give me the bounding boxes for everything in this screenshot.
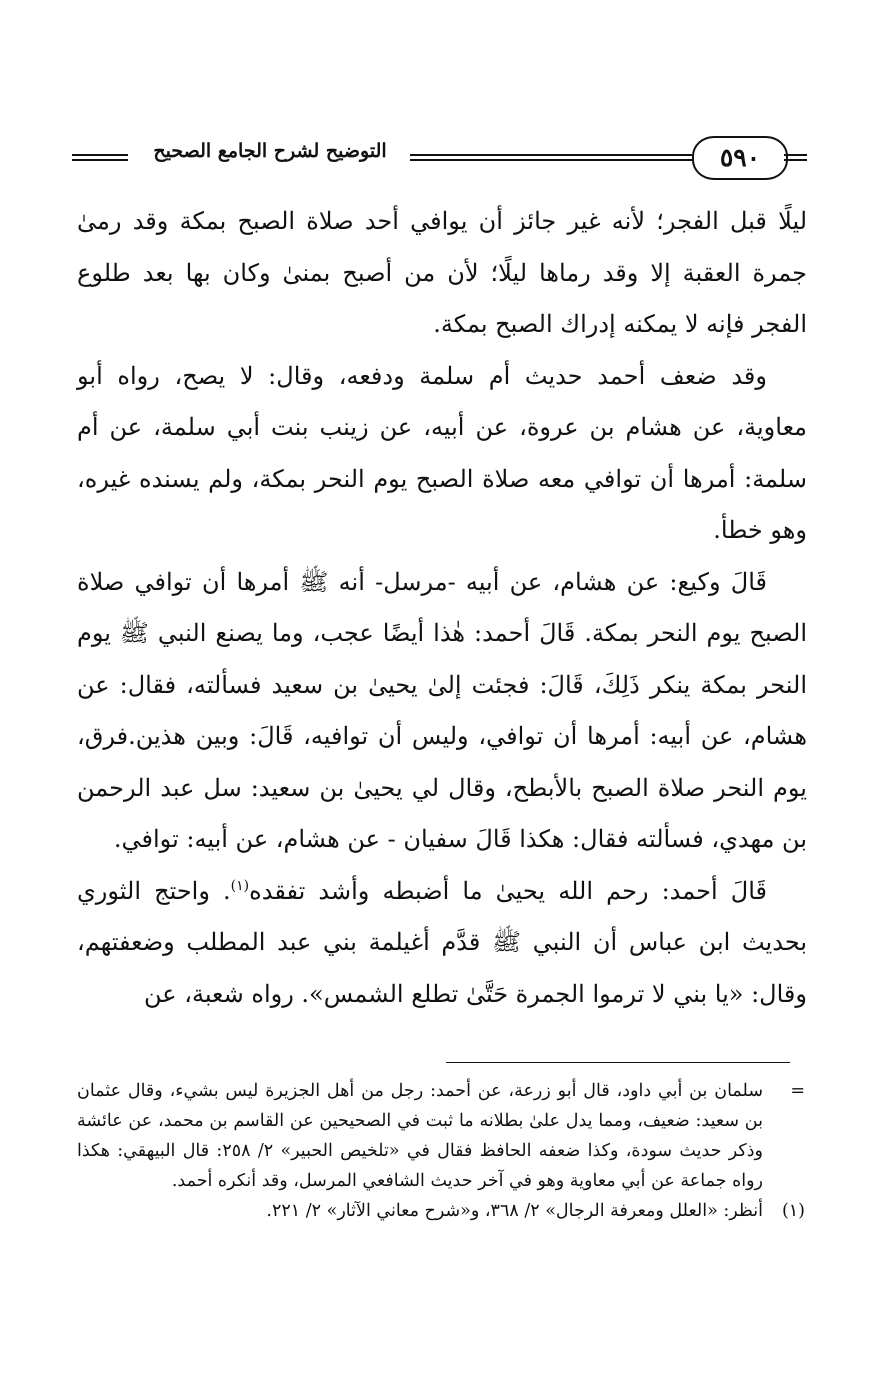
page-number: ٥٩٠ xyxy=(692,136,788,180)
header-rule-left xyxy=(72,154,128,161)
footnote-text: أنظر: «العلل ومعرفة الرجال» ٢/ ٣٦٨، و«شرح معاني الآثار» ٢/ ٢٢١. xyxy=(266,1201,763,1221)
paragraph-4-end: . واحتج الثوري بحديث ابن عباس أن النبي ﷺ قدَّم أغيلمة بني عبد المطلب وضعفتهم، وقال: «يا بني لا ترموا الجمرة حَتَّىٰ تطلع الشمس». رواه شعبة، عن xyxy=(77,876,807,1008)
footnote-number: (١) xyxy=(781,1201,805,1221)
footnote-ref-1[interactable]: (١) xyxy=(230,877,250,894)
paragraph-3: قَالَ وكيع: عن هشام، عن أبيه -مرسل- أنه ﷺ أمرها أن توافي صلاة الصبح يوم النحر بمكة. قَالَ أحمد: هٰذا أيضًا عجب، وما يصنع النبي ﷺ يوم النحر بمكة ينكر ذَلِكَ، قَالَ: فجئت إلىٰ يحيىٰ بن سعيد فسألته، فقال: عن هشام، عن أبيه: أمرها أن توافي، وليس أن توافيه، قَالَ: وبين هذين.فرق، يوم النحر صلاة الصبح بالأبطح، وقال لي يحيىٰ بن سعيد: سل عبد الرحمن بن مهدي، فسألته فقال: هكذا قَالَ سفيان - عن هشام، عن أبيه: توافي. xyxy=(77,567,807,853)
footnotes xyxy=(77,1076,807,1226)
paragraph-4 xyxy=(77,866,807,1021)
running-title: التوضيح لشرح الجامع الصحيح xyxy=(153,140,387,162)
paragraph-4-start: قَالَ أحمد: رحم الله يحيىٰ ما أضبطه وأشد تفقده xyxy=(249,876,767,905)
header-rule-right xyxy=(784,154,807,161)
paragraph-2: وقد ضعف أحمد حديث أم سلمة ودفعه، وقال: لا يصح، رواه أبو معاوية، عن هشام بن عروة، عن أبيه، عن زينب بنت أبي سلمة، عن أم سلمة: أمرها أن توافي معه صلاة الصبح يوم النحر بمكة، ولم يسنده غيره، وهو خطأ. xyxy=(77,361,808,544)
main-text xyxy=(77,196,807,1020)
footnote-separator xyxy=(446,1062,790,1063)
footnote-continued xyxy=(77,1076,807,1196)
footnote-continuation-mark: = xyxy=(790,1081,805,1101)
footnote-text: سلمان بن أبي داود، قال أبو زرعة، عن أحمد: رجل من أهل الجزيرة ليس بشيء، وقال عثمان بن سعيد: ضعيف، ومما يدل علىٰ بطلانه ما ثبت في الصحيحين عن القاسم بن محمد، عن عائشة وذكر حديث سودة، وكذا ضعفه الحافظ فقال في «تلخيص الحبير» ٢/ ٢٥٨: قال البيهقي: هكذا رواه جماعة عن أبي معاوية وهو في آخر حديث الشافعي المرسل، وقد أنكره أحمد. xyxy=(77,1081,763,1191)
page-header xyxy=(72,132,807,188)
paragraph-1: ليلًا قبل الفجر؛ لأنه غير جائز أن يوافي أحد صلاة الصبح بمكة وقد رمىٰ جمرة العقبة إلا وقد رماها ليلًا؛ لأن من أصبح بمنىٰ وكان بها بعد طلوع الفجر فإنه لا يمكنه إدراك الصبح بمكة. xyxy=(77,207,808,338)
footnote-1 xyxy=(77,1196,807,1226)
header-rule-middle xyxy=(410,154,692,161)
